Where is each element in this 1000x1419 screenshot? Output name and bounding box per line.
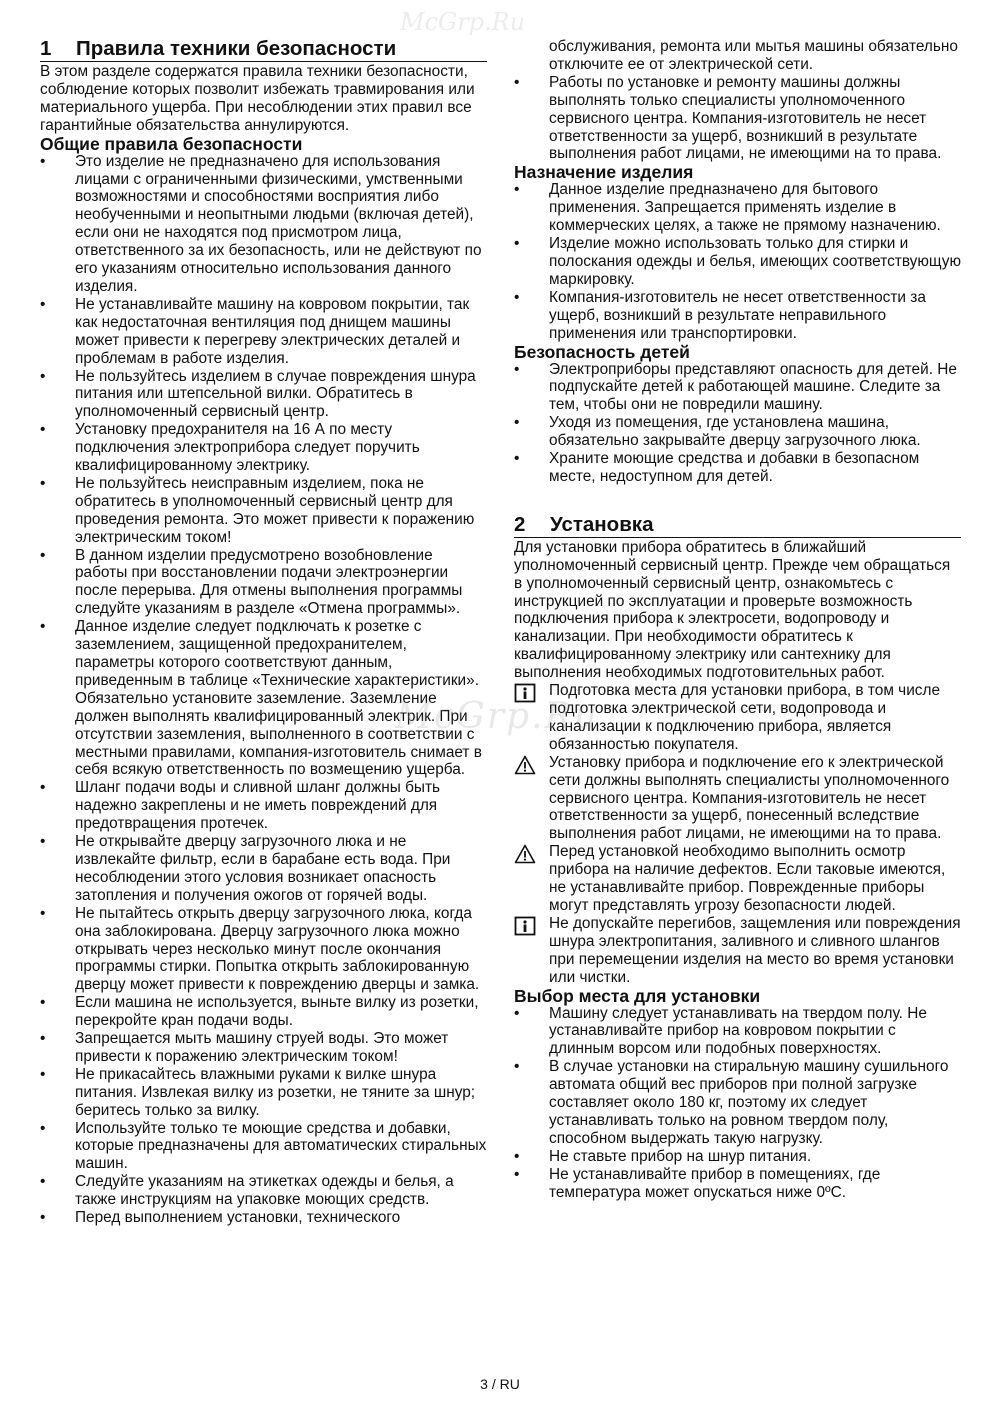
list-item: • Шланг подачи воды и сливной шланг должны быть надежно закреплены и не иметь повреждений для предотвращения протечек.: [40, 779, 487, 833]
section-1-intro: В этом разделе содержатся правила техники безопасности, соблюдение которых позволит избежать травмирования или материального ущерба. При несоблюдении этих правил все гарантийные обязательства аннулируются.: [40, 63, 475, 134]
warning-icon: [514, 755, 536, 775]
list-item: • Храните моющие средства и добавки в безопасном месте, недоступном для детей.: [514, 450, 961, 486]
list-item: • Работы по установке и ремонту машины должны выполнять только специалисты уполномоченного сервисного центра. Компания-изготовитель не несет ответственности за ущерб, возникший в результате выполнения работ лицами, не имеющими на то права.: [514, 74, 961, 164]
section-2-title: Установка: [550, 512, 654, 536]
location-title: Выбор места для установки: [514, 985, 761, 1006]
note-warning: [514, 754, 961, 844]
list-item: • Запрещается мыть машину струей воды. Это может привести к поражению электрическим током!: [40, 1030, 487, 1066]
list-item: • Установку предохранителя на 16 А по месту подключения электроприбора следует поручить квалифицированному электрику.: [40, 421, 487, 475]
list-item-continuation: обслуживания, ремонта или мытья машины обязательно отключите ее от электрической сети.: [549, 38, 958, 73]
list-item: • Не пользуйтесь изделием в случае повреждения шнура питания или штепсельной вилки. Обратитесь в уполномоченный сервисный центр.: [40, 368, 487, 422]
section-2-intro: Для установки прибора обратитесь в ближайший уполномоченный сервисный центр. Прежде чем обращаться в уполномоченный сервисный центр, ознакомьтесь с инструкцией по эксплуатации и проверьте возможность подключения прибора к электросети, водопроводу и канализации. При необходимости обратитесь к квалифицированному электрику или сантехнику для выполнения необходимых подготовительных работ.: [514, 538, 951, 682]
warning-icon: [514, 844, 536, 864]
section-2-heading: [514, 514, 961, 538]
page-number: 3 / RU: [480, 1376, 520, 1392]
list-item: • В случае установки на стиральную машину сушильного автомата общий вес приборов при полной загрузке составляет около 180 кг, поэтому их следует устанавливать только на ровном твердом полу, способном выдержать такую нагрузку.: [514, 1058, 961, 1148]
section-spacer: [514, 486, 961, 514]
child-safety-title: Безопасность детей: [514, 341, 690, 362]
right-column: [514, 38, 961, 1201]
list-item: • Если машина не используется, выньте вилку из розетки, перекройте кран подачи воды.: [40, 994, 487, 1030]
list-item: • Изделие можно использовать только для стирки и полоскания одежды и белья, имеющих соответствующую маркировку.: [514, 235, 961, 289]
list-item: • Уходя из помещения, где установлена машина, обязательно закрывайте дверцу загрузочного люка.: [514, 414, 961, 450]
list-item: • Используйте только те моющие средства и добавки, которые предназначены для автоматических стиральных машин.: [40, 1120, 487, 1174]
list-item: • Данное изделие предназначено для бытового применения. Запрещается применять изделие в коммерческих целях, а также не прямому назначению.: [514, 181, 961, 235]
note-text: Перед установкой необходимо выполнить осмотр прибора на наличие дефектов. Если таковые имеются, не устанавливайте прибор. Поврежденные приборы могут представлять угрозу безопасности людей.: [549, 843, 946, 914]
general-rules-list-continued: [514, 74, 961, 164]
general-rules-list: [40, 153, 487, 1227]
purpose-list: [514, 181, 961, 342]
watermark: McGrp.Ru: [395, 696, 599, 737]
note-text: Не допускайте перегибов, защемления или повреждения шнура электропитания, заливного и сливного шлангов при перемещении изделия на место во время установки или чистки.: [549, 914, 961, 986]
child-safety-list: [514, 361, 961, 486]
note-info: [514, 915, 961, 987]
list-item: • Не пытайтесь открыть дверцу загрузочного люка, когда она заблокирована. Дверцу загрузочного люка можно открывать через несколько минут после окончания программы стирки. Попытка открыть заблокированную дверцу может привести к повреждению дверцы и замка.: [40, 905, 487, 995]
note-text: Подготовка места для установки прибора, в том числе подготовка электрической сети, водопровода и канализации к подключению прибора, является обязанностью покупателя.: [549, 682, 941, 753]
section-1-heading: [40, 38, 487, 62]
note-warning: [514, 843, 961, 915]
info-icon: [514, 916, 536, 936]
list-item: • Перед выполнением установки, технического: [40, 1209, 487, 1227]
section-1-title: Правила техники безопасности: [76, 37, 397, 60]
list-item: • Не ставьте прибор на шнур питания.: [514, 1148, 961, 1166]
left-column: [40, 38, 487, 1227]
list-item: • Не пользуйтесь неисправным изделием, пока не обратитесь в уполномоченный сервисный центр для проведения ремонта. Это может привести к поражению электрическим током!: [40, 475, 487, 547]
general-rules-title: Общие правила безопасности: [40, 133, 303, 154]
location-list: [514, 1005, 961, 1202]
list-item: • Не прикасайтесь влажными руками к вилке шнура питания. Извлекая вилку из розетки, не тяните за шнур; беритесь только за вилку.: [40, 1066, 487, 1120]
watermark-top: McGrp.Ru: [400, 8, 526, 36]
list-item: • Машину следует устанавливать на твердом полу. Не устанавливайте прибор на ковровом покрытии с длинным ворсом или подобных поверхностях.: [514, 1005, 961, 1059]
list-item: • Не устанавливайте машину на ковровом покрытии, так как недостаточная вентиляция под днищем машины может привести к перегреву электрических деталей и проблемам в работе изделия.: [40, 296, 487, 368]
section-2-number: 2: [514, 512, 526, 536]
list-item: • Данное изделие следует подключать к розетке с заземлением, защищенной предохранителем, параметры которого соответствуют данным, приведенным в таблице «Технические характеристики». Обязательно установите заземление. Заземление должен выполнять квалифицированный электрик. При отсутствии заземления, выполненного в соответствии с местными правилами, компания-изготовитель снимает в себя всякую ответственность по возмещению ущерба.: [40, 618, 487, 779]
list-item: • Следуйте указаниям на этикетках одежды и белья, а также инструкциям на упаковке моющих средств.: [40, 1173, 487, 1209]
note-text: Установку прибора и подключение его к электрической сети должны выполнять специалисты уполномоченного сервисного центра. Компания-изготовитель не несет ответственности за ущерб, понесенный вследствие выполнения работ лицами, не имеющими на то права.: [549, 753, 950, 843]
list-item: • Не устанавливайте прибор в помещениях, где температура может опускаться ниже 0ºС.: [514, 1166, 961, 1202]
list-item: • В данном изделии предусмотрено возобновление работы при восстановлении подачи электроэнергии после перерыва. Для отмены выполнения программы следуйте указаниям в разделе «Отмена программы».: [40, 547, 487, 619]
list-item: • Это изделие не предназначено для использования лицами с ограниченными физическими, умственными возможностями и способностями восприятия либо необученными и неопытными людьми (включая детей), если они не находятся под присмотром лица, ответственного за их безопасность, или не действуют по его указаниям относительно использования данного изделия.: [40, 153, 487, 296]
section-1-number: 1: [40, 37, 52, 60]
purpose-title: Назначение изделия: [514, 162, 694, 183]
list-item: • Компания-изготовитель не несет ответственности за ущерб, возникший в результате неправильного применения или транспортировки.: [514, 289, 961, 343]
list-item: • Не открывайте дверцу загрузочного люка и не извлекайте фильтр, если в барабане есть вода. При несоблюдении этого условия возникает опасность затопления и получения ожогов от горячей воды.: [40, 833, 487, 905]
list-item: • Электроприборы представляют опасность для детей. Не подпускайте детей к работающей машине. Следите за тем, чтобы они не повредили машину.: [514, 361, 961, 415]
